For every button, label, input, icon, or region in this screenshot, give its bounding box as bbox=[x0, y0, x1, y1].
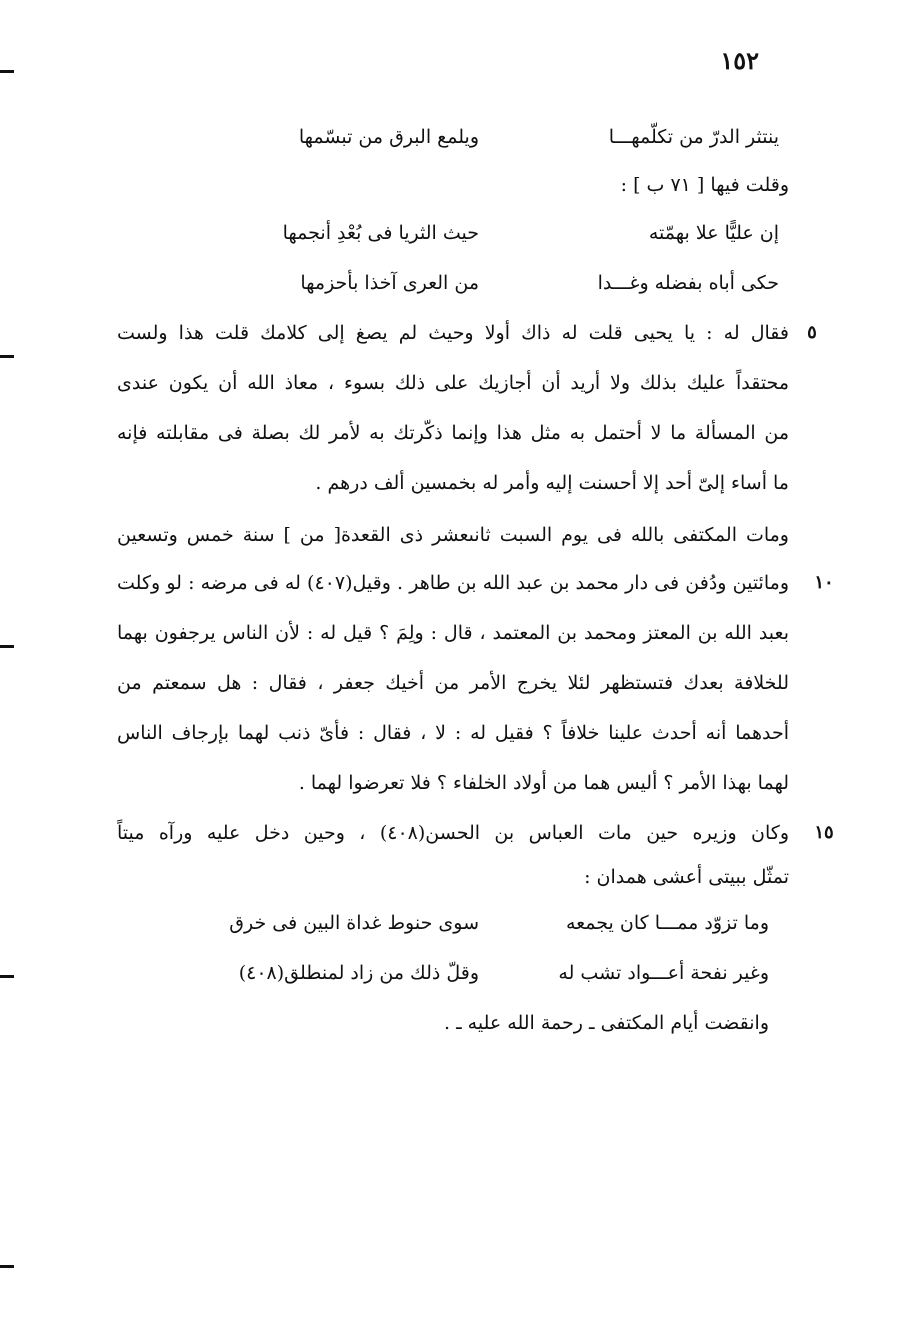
text-line: محتقداً عليك بذلك ولا أريد أن أجازيك على ذلك بسوء ، معاذ الله أن يكون عندى bbox=[117, 372, 789, 394]
line-number-10: ١٠ bbox=[814, 572, 834, 593]
text-line: للخلافة بعدك فتستظهر لئلا يخرج الأمر من أخيك جعفر ، فقال : هل سمعتم من bbox=[117, 672, 789, 694]
text-line: تمثّل ببيتى أعشى همدان : bbox=[584, 866, 789, 888]
text-line: ومات المكتفى بالله فى يوم السبت ثانىعشر ذى القعدة[ من ] سنة خمس وتسعين bbox=[117, 524, 789, 546]
text-line: ما أساء إلىّ أحد إلا أحسنت إليه وأمر له بخمسين ألف درهم . bbox=[315, 472, 789, 494]
text-line: وكان وزيره حين مات العباس بن الحسن(٤٠٨) ، وحين دخل عليه ورآه ميتاً bbox=[117, 822, 789, 844]
line-number-15: ١٥ bbox=[814, 822, 834, 843]
verse-line bbox=[219, 948, 769, 998]
text-line: من المسألة ما لا أحتمل به مثل هذا وإنما ذكّرتك به لأمر لك بصلة فى مقابلته فإنه bbox=[117, 422, 789, 444]
verse-hemistich-right: حكى أباه بفضله وغـــدا bbox=[597, 272, 779, 294]
verse-hemistich-left: سوى حنوط غداة البين فى خرق bbox=[229, 912, 479, 934]
line-number-5: ٥ bbox=[807, 322, 817, 343]
verse-hemistich-right: وما تزوّد ممـــا كان يجمعه bbox=[565, 912, 769, 934]
verse-hemistich-left: وقلّ ذلك من زاد لمنطلق(٤٠٨) bbox=[238, 962, 479, 984]
edge-mark bbox=[0, 975, 14, 978]
edge-mark bbox=[0, 355, 14, 358]
intro-line: وقلت فيها [ ٧١ ب ] : bbox=[620, 174, 789, 196]
verse-line bbox=[219, 898, 769, 948]
text-line: أحدهما أنه أحدث علينا خلافاً ؟ فقيل له : لا ، فقال : فأىّ ذنب لهما بإرجاف الناس bbox=[117, 722, 789, 744]
body-text bbox=[117, 0, 789, 1340]
verse-hemistich-right: إن عليًّا علا بهمّته bbox=[648, 222, 779, 244]
text-line: لهما بهذا الأمر ؟ أليس هما من أولاد الخلفاء ؟ فلا تعرضوا لهما . bbox=[298, 772, 789, 794]
text-line: بعبد الله بن المعتز ومحمد بن المعتمد ، قال : ولِمَ ؟ قيل له : لأن الناس يرجفون بهما bbox=[117, 622, 789, 644]
verse-hemistich-right: ينتثر الدرّ من تكلّمهـــا bbox=[608, 126, 779, 148]
edge-mark bbox=[0, 645, 14, 648]
edge-mark bbox=[0, 1265, 14, 1268]
closing-line: وانقضت أيام المكتفى ـ رحمة الله عليه ـ . bbox=[443, 1012, 769, 1034]
text-line: فقال له : يا يحيى قلت له ذاك أولا وحيث لم يصغ إلى كلامك قلت هذا ولست bbox=[117, 322, 789, 344]
verse-hemistich-left: من العرى آخذا بأحزمها bbox=[300, 272, 479, 294]
page-number: ١٥٢ bbox=[720, 46, 759, 75]
verse-hemistich-right: وغير نفحة أعـــواد تشب له bbox=[558, 962, 769, 984]
edge-mark bbox=[0, 70, 14, 73]
verse-hemistich-left: ويلمع البرق من تبسّمها bbox=[298, 126, 479, 148]
text-line: ومائتين ودُفن فى دار محمد بن عبد الله بن طاهر . وقيل(٤٠٧) له فى مرضه : لو وكلت bbox=[117, 572, 789, 594]
verse-hemistich-left: حيث الثريا فى بُعْدِ أنجمها bbox=[282, 222, 479, 244]
